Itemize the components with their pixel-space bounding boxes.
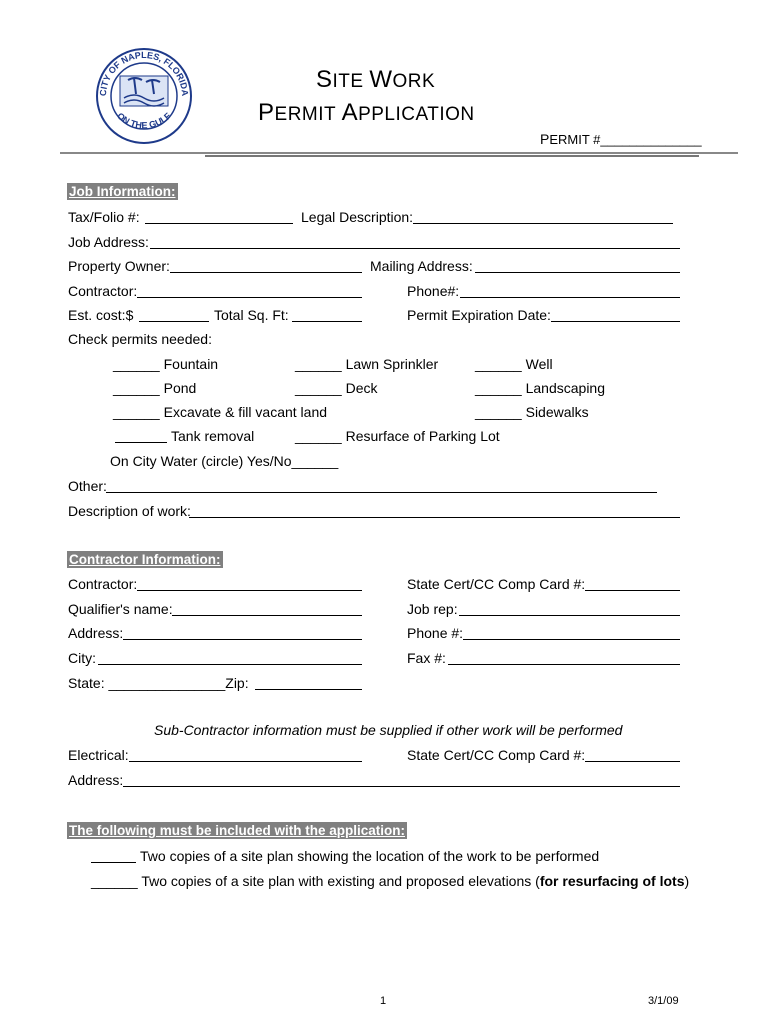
sub-state-cert-label: State Cert/CC Comp Card #: bbox=[407, 747, 586, 763]
other-label: Other: bbox=[68, 478, 107, 494]
svg-text:ON THE GULF bbox=[115, 110, 173, 130]
seal-top-text: CITY OF NAPLES, FLORIDA bbox=[97, 49, 191, 97]
page-title-line2: PERMIT APPLICATION bbox=[258, 99, 475, 126]
job-address-input[interactable] bbox=[150, 234, 680, 249]
permit-landscaping[interactable]: ______ Landscaping bbox=[475, 380, 606, 396]
job-rep-label: Job rep: bbox=[407, 601, 458, 617]
elevations-item-bold: for resurfacing of lots bbox=[539, 873, 685, 889]
total-sqft-input[interactable] bbox=[292, 307, 362, 322]
header-divider-2 bbox=[205, 155, 699, 157]
permit-resurface[interactable]: ______ Resurface of Parking Lot bbox=[295, 428, 500, 444]
check-permits-label: Check permits needed: bbox=[68, 331, 212, 347]
job-address-label: Job Address: bbox=[68, 234, 149, 250]
included-items-heading: The following must be included with the application: bbox=[69, 823, 405, 838]
property-owner-label: Property Owner: bbox=[68, 258, 170, 274]
ci-state-cert-label: State Cert/CC Comp Card #: bbox=[407, 576, 586, 592]
property-owner-input[interactable] bbox=[170, 258, 362, 273]
mailing-address-label: Mailing Address: bbox=[370, 258, 473, 274]
tank-removal-input[interactable] bbox=[115, 428, 167, 443]
job-information-heading: Job Information: bbox=[69, 184, 176, 199]
header-divider bbox=[60, 152, 738, 154]
contractor-input[interactable] bbox=[137, 283, 362, 298]
qualifier-input[interactable] bbox=[172, 601, 362, 616]
est-cost-input[interactable] bbox=[139, 307, 209, 322]
permit-fountain[interactable]: ______ Fountain bbox=[113, 356, 219, 372]
description-label: Description of work: bbox=[68, 503, 191, 519]
contractor-label: Contractor: bbox=[68, 283, 138, 299]
permit-number-field[interactable]: PERMIT #______________ bbox=[540, 131, 702, 147]
permit-pond[interactable]: ______ Pond bbox=[113, 380, 197, 396]
sub-address-input[interactable] bbox=[123, 772, 680, 787]
city-water-field[interactable]: On City Water (circle) Yes/No______ bbox=[110, 453, 339, 469]
fax-label: Fax #: bbox=[407, 650, 446, 666]
ci-contractor-input[interactable] bbox=[137, 576, 362, 591]
ci-phone-label: Phone #: bbox=[407, 625, 464, 641]
legal-description-input[interactable] bbox=[413, 209, 673, 224]
ci-state-cert-input[interactable] bbox=[585, 576, 680, 591]
city-seal bbox=[94, 46, 194, 149]
mailing-address-input[interactable] bbox=[475, 258, 680, 273]
permit-deck[interactable]: ______ Deck bbox=[295, 380, 378, 396]
ci-phone-input[interactable] bbox=[463, 625, 680, 640]
est-cost-label: Est. cost:$ bbox=[68, 307, 134, 323]
zip-input[interactable] bbox=[255, 675, 362, 690]
revision-date: 3/1/09 bbox=[648, 995, 679, 1007]
permit-expiration-label: Permit Expiration Date: bbox=[407, 307, 551, 323]
city-input[interactable] bbox=[98, 650, 362, 665]
city-label: City: bbox=[68, 650, 96, 666]
site-plan-checkbox[interactable] bbox=[91, 848, 136, 863]
state-zip-label: State: _______________Zip: bbox=[68, 675, 249, 691]
tax-folio-input[interactable] bbox=[145, 209, 293, 224]
ci-address-input[interactable] bbox=[123, 625, 362, 640]
permit-lawn-sprinkler[interactable]: ______ Lawn Sprinkler bbox=[295, 356, 439, 372]
ci-address-label: Address: bbox=[68, 625, 124, 641]
seal-bottom-text: ON THE GULF bbox=[115, 110, 173, 131]
other-input[interactable] bbox=[106, 478, 657, 493]
contractor-information-heading: Contractor Information: bbox=[69, 552, 221, 567]
elevations-item[interactable]: ______ Two copies of a site plan with existing and proposed elevations (for resurfacing of lots) bbox=[91, 873, 690, 889]
tax-folio-label: Tax/Folio #: bbox=[68, 209, 140, 225]
sub-address-label: Address: bbox=[68, 772, 124, 788]
legal-description-label: Legal Description: bbox=[301, 209, 414, 225]
total-sqft-label: Total Sq. Ft: bbox=[214, 307, 289, 323]
description-input[interactable] bbox=[189, 503, 680, 518]
subcontractor-note: Sub-Contractor information must be supplied if other work will be performed bbox=[154, 722, 623, 738]
phone-label: Phone#: bbox=[407, 283, 460, 299]
electrical-input[interactable] bbox=[129, 747, 362, 762]
permit-sidewalks[interactable]: ______ Sidewalks bbox=[475, 404, 589, 420]
site-plan-item: Two copies of a site plan showing the location of the work to be performed bbox=[140, 848, 600, 864]
permit-well[interactable]: ______ Well bbox=[475, 356, 553, 372]
job-rep-input[interactable] bbox=[459, 601, 680, 616]
electrical-label: Electrical: bbox=[68, 747, 129, 763]
sub-state-cert-input[interactable] bbox=[585, 747, 680, 762]
page-number: 1 bbox=[380, 995, 387, 1007]
fax-input[interactable] bbox=[448, 650, 680, 665]
permit-tank-removal: Tank removal bbox=[171, 428, 255, 444]
phone-input[interactable] bbox=[460, 283, 680, 298]
qualifier-label: Qualifier's name: bbox=[68, 601, 173, 617]
ci-contractor-label: Contractor: bbox=[68, 576, 138, 592]
permit-expiration-input[interactable] bbox=[551, 307, 680, 322]
page-title-line1: SITE WORK bbox=[316, 66, 436, 93]
permit-excavate[interactable]: ______ Excavate & fill vacant land bbox=[113, 404, 328, 420]
